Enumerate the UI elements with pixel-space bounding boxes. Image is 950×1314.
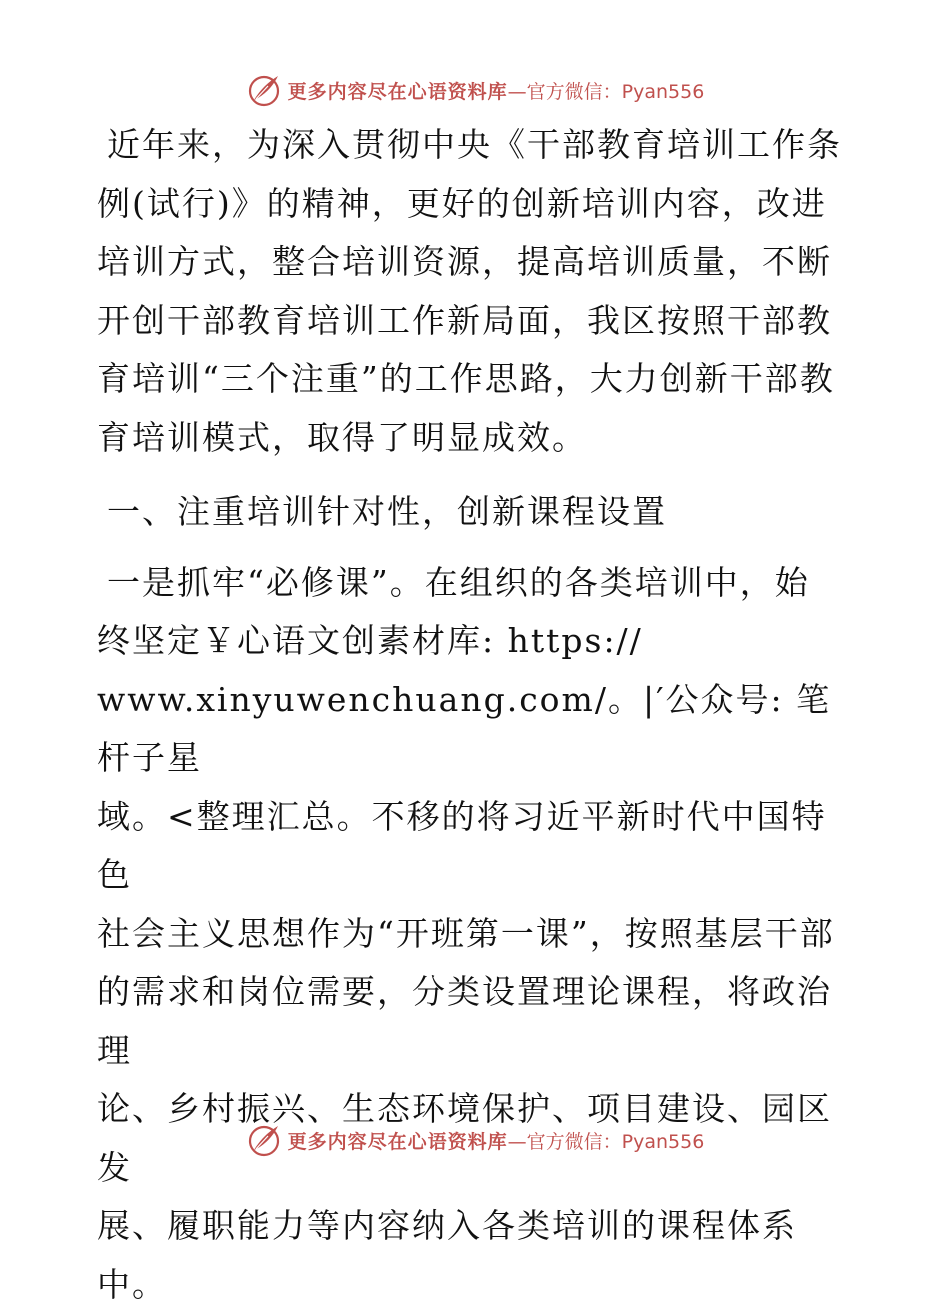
text-line: 论、乡村振兴、生态环境保护、项目建设、园区发 (97, 1080, 857, 1197)
text-line: 展、履职能力等内容纳入各类培训的课程体系中。 (97, 1197, 857, 1314)
banner-brand-text: 更多内容尽在心语资料库 (288, 1127, 508, 1154)
paragraph-intro: 近年来，为深入贯彻中央《干部教育培训工作条例(试行)》的精神，更好的创新培训内容，改进培训方式，整合培训资源，提高培训质量，不断开创干部教育培训工作新局面，我区按照干部教育培训“三个注重”的工作思路，大力创新干部教育培训模式，取得了明显成效。 (97, 116, 857, 467)
header-banner (0, 68, 950, 112)
banner-contact-text: —官方微信：Pyan556 (508, 77, 705, 104)
banner-brand-text: 更多内容尽在心语资料库 (288, 77, 508, 104)
text-line: 域。<整理汇总。不移的将习近平新时代中国特色 (97, 788, 857, 905)
text-line: 终坚定￥心语文创素材库: https:// (97, 612, 857, 671)
feather-pen-logo-icon (246, 72, 282, 108)
footer-banner (0, 1118, 950, 1162)
text-line: 一是抓牢“必修课”。在组织的各类培训中，始 (97, 554, 857, 613)
text-line: www.xinyuwenchuang.com/。|′公众号: 笔杆子星 (97, 671, 857, 788)
banner-contact-text: —官方微信：Pyan556 (508, 1127, 705, 1154)
text-line: 的需求和岗位需要，分类设置理论课程，将政治理 (97, 963, 857, 1080)
paragraph-required-courses (97, 554, 857, 1314)
text-line: 社会主义思想作为“开班第一课”，按照基层干部 (97, 905, 857, 964)
section-heading: 一、注重培训针对性，创新课程设置 (97, 483, 857, 542)
feather-pen-logo-icon (246, 1122, 282, 1158)
